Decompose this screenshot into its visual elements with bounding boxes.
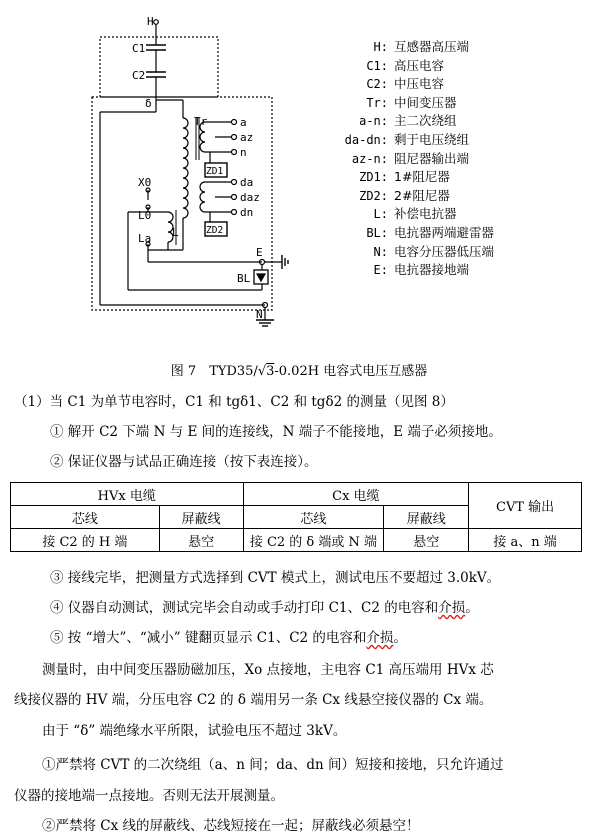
label-n: n [240,146,247,159]
legend-item [334,243,524,262]
step-5-term: 介损 [366,630,394,646]
step-4-text: ④ 仪器自动测试，测试完毕会自动或手动打印 C1、C2 的电容和 [50,600,439,616]
warning-1-line-2: 仪器的接地端一点接地。否则无法开展测量。 [14,788,284,804]
cx-shield-header: 屏蔽线 [384,506,469,529]
step-5-text: ⑤ 按 “增大”、“减小” 键翻页显示 C1、C2 的电容和 [50,630,367,646]
legend-desc: 2#阻尼器 [394,187,450,203]
legend-desc: 补偿电抗器 [394,206,457,222]
step-4-term: 介损 [438,600,466,616]
legend-key: ZD2: [359,188,388,203]
label-l0: L0 [138,209,152,222]
hvx-core-value: 接 C2 的 H 端 [11,529,160,552]
step-2: ② 保证仪器与试品正确连接（按下表连接）。 [50,454,318,470]
legend-item [334,205,524,224]
label-c1: C1 [132,42,146,55]
cx-cable-header: Cx 电缆 [243,483,469,506]
legend-item [334,38,524,57]
body-paragraph-1-line-2: 线接仪器的 HV 端，分压电容 C2 的 δ 端用另一条 Cx 线悬空接仪器的 Cx 端。 [14,692,493,708]
legend-key: C2: [366,77,388,92]
caption-prefix: 图 7 TYD35/ [170,364,258,379]
section-title: （1）当 C1 为单节电容时，C1 和 tgδ1、C2 和 tgδ2 的测量（见图 8） [14,394,454,410]
cvt-output-header: CVT 输出 [469,483,582,529]
legend-key: ZD1: [359,170,388,185]
label-c2: C2 [132,69,146,82]
legend-item [334,131,524,150]
legend-item [334,187,524,206]
hvx-core-header: 芯线 [11,506,160,529]
label-zd2: ZD2 [206,225,224,236]
body-paragraph-1-line-1: 测量时，由中间变压器励磁加压，Xo 点接地，主电容 C1 高压端用 HVx 芯 [42,662,494,678]
label-tr: Tr [194,115,208,128]
label-zd1: ZD1 [206,166,224,177]
legend-key: Tr: [366,95,388,110]
figure-caption [0,360,598,379]
label-la: La [138,232,152,245]
legend-key: N: [373,244,388,259]
cx-core-value: 接 C2 的 δ 端或 N 端 [243,529,384,552]
cx-core-header: 芯线 [243,506,384,529]
legend-desc: 主二次绕组 [394,113,457,129]
label-x0: X0 [138,176,152,189]
legend-desc: 阻尼器输出端 [394,150,470,166]
label-delta: δ [145,97,152,110]
legend-desc: 1#阻尼器 [394,169,450,185]
label-bl: BL [237,272,251,285]
label-l: L [172,226,179,239]
legend-key: a-n: [359,114,388,129]
label-h: H [147,15,154,28]
legend-item [334,150,524,169]
legend-item [334,112,524,131]
body-paragraph-2: 由于 “δ” 端绝缘水平所限，试验电压不超过 3kV。 [42,723,347,739]
legend-key: BL: [366,225,388,240]
legend-key: H: [373,40,388,54]
legend-key: da-dn: [344,132,388,147]
legend-key: az-n: [351,151,388,166]
label-a: a [240,116,247,129]
caption-suffix: -0.02H 电容式电压互感器 [274,364,428,379]
label-e: E [256,246,263,259]
hvx-cable-header: HVx 电缆 [11,483,244,506]
step-4 [50,598,479,618]
sqrt-symbol: √ [257,364,267,379]
capacitor-enclosure [100,37,218,97]
legend-desc: 互感器高压端 [394,39,470,54]
legend-item [334,261,524,280]
step-1: ① 解开 C2 下端 N 与 E 间的连接线，N 端子不能接地，E 端子必须接地。 [50,424,502,440]
legend-desc: 中压电容 [394,76,445,92]
step-5 [50,628,407,648]
step-3: ③ 接线完毕，把测量方式选择到 CVT 模式上，测试电压不要超过 3.0kV。 [50,570,501,586]
cvt-output-value: 接 a、n 端 [469,529,582,552]
label-dn: dn [240,206,254,219]
warning-2: ②严禁将 Cx 线的屏蔽线、芯线短接在一起；屏蔽线必须悬空！ [42,818,420,834]
step-5-end: 。 [393,630,407,646]
legend-item [334,75,524,94]
legend-item [334,168,524,187]
step-4-end: 。 [465,600,479,616]
diagram-legend [334,38,524,280]
label-n-terminal: N [256,308,263,321]
cvt-circuit-diagram [0,0,330,340]
legend-key: E: [373,263,388,278]
hvx-shield-header: 屏蔽线 [159,506,243,529]
hvx-shield-value: 悬空 [159,529,243,552]
connection-table [10,482,582,552]
legend-desc: 高压电容 [394,57,445,73]
legend-desc: 电抗器两端避雷器 [394,224,495,240]
legend-desc: 剩于电压绕组 [394,131,470,147]
legend-desc: 电抗器接地端 [394,262,470,278]
legend-item [334,224,524,243]
label-da: da [240,176,254,189]
legend-item [334,57,524,76]
legend-key: L: [373,207,388,222]
warning-1-line-1: ①严禁将 CVT 的二次绕组（a、n 间；da、dn 间）短接和接地，只允许通过 [42,757,504,773]
legend-item [334,94,524,113]
legend-key: C1: [366,58,388,73]
cx-shield-value: 悬空 [384,529,469,552]
label-az: az [240,131,254,144]
legend-desc: 中间变压器 [394,94,457,110]
legend-desc: 电容分压器低压端 [394,243,495,259]
label-daz: daz [240,191,260,204]
caption-sqrt: 3 [266,364,275,379]
